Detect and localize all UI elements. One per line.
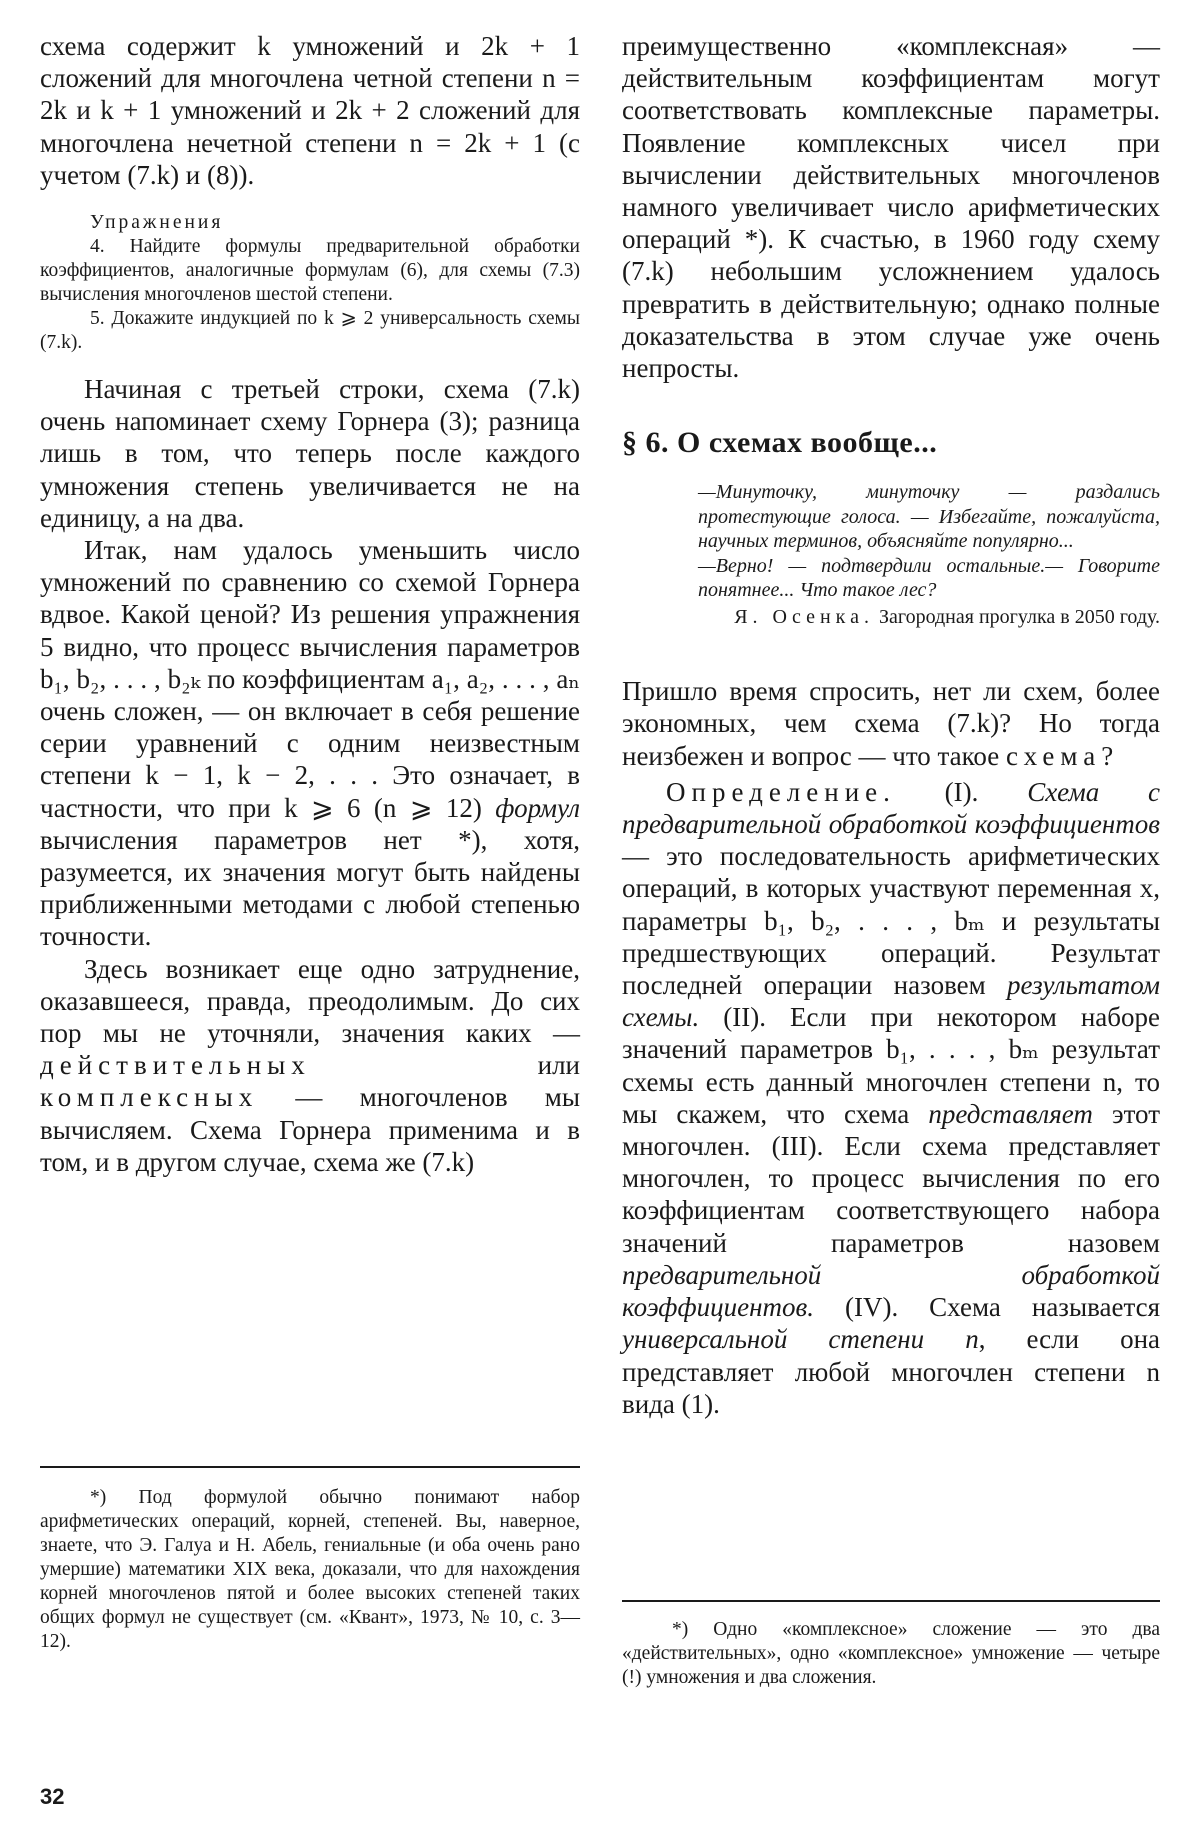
footnote-text: *) Под формулой обычно понимают набор арифметических операций, корней, степеней. Вы, наверное, знаете, что Э. Галуа и Н. Абель, гениальные (и оба очень рано умершие) математики XIX века, доказали, что для нахождения корней многочленов пятой и более высоких степеней таких общих формул не существует (см. «Квант», 1973, № 10, с. 3—12). xyxy=(40,1487,580,1652)
exercises-heading: Упражнения xyxy=(90,212,224,234)
paragraph: Здесь возникает еще одно затруднение, оказавшееся, правда, преодолимым. До сих пор мы не уточняли, значения каких — действительных или комплексных — многочленов мы вычисляем. Схема Горнера применима и в том, и в другом случае, схема же (7.k) xyxy=(40,953,580,1177)
footnote-rule xyxy=(40,1466,580,1468)
exercise-5: 5. Докажите индукцией по k ⩾ 2 универсальность схемы (7.k). xyxy=(40,308,580,354)
footnote-rule xyxy=(622,1600,1160,1602)
epigraph xyxy=(698,480,1160,629)
epigraph-line: —Верно! — подтвердили остальные.— Говорите понятнее... Что такое лес? xyxy=(698,554,1160,602)
section-title: § 6. О схемах вообще... xyxy=(622,426,938,460)
epigraph-line: —Минуточку, минуточку — раздались протестующие голоса. — Избегайте, пожалуйста, научных терминов, объясняйте популярно... xyxy=(698,481,1160,553)
footnote-left xyxy=(40,1466,580,1674)
footnote-text: *) Одно «комплексное» сложение — это два «действительных», одно «комплексное» умножение — четыре (!) умножения и два сложения. xyxy=(622,1619,1160,1688)
paragraph: Начиная с третьей строки, схема (7.k) очень напоминает схему Горнера (3); разница лишь в том, что теперь после каждого умножения степень увеличивается не на единицу, а на два. xyxy=(40,374,580,533)
paragraph: Итак, нам удалось уменьшить число умножений по сравнению со схемой Горнера вдвое. Какой ценой? Из решения упражнения 5 видно, что процесс вычисления параметров b₁, b₂, . . . , b₂ₖ по коэффициентам a₁, a₂, . . . , aₙ очень сложен, — он включает в себя решение серии уравнений с одним неизвестным степени k − 1, k − 2, . . . Это означает, в частности, что при k ⩾ 6 (n ⩾ 12) формул вычисления параметров нет *), хотя, разумеется, их значения могут быть найдены приближенными методами с любой степенью точности. xyxy=(40,535,580,952)
epigraph-title: Загородная прогулка в 2050 году. xyxy=(878,605,1160,628)
page-number: 32 xyxy=(40,1784,65,1809)
paragraph: схема содержит k умножений и 2k + 1 сложений для многочлена четной степени n = 2k и k + 1 умножений и 2k + 2 сложений для многочлена нечетной степени n = 2k + 1 (с учетом (7.k) и (8)). xyxy=(40,31,580,190)
right-column xyxy=(622,30,1160,1420)
epigraph-author: Я. Осенка. xyxy=(734,605,874,628)
exercise-4: 4. Найдите формулы предварительной обработки коэффициентов, аналогичные формулам (6), для схемы (7.3) вычисления многочленов шестой степени. xyxy=(40,236,580,306)
epigraph-source xyxy=(698,605,1160,630)
paragraph: Пришло время спросить, нет ли схем, более экономных, чем схема (7.k)? Но тогда неизбежен и вопрос — что такое схема? xyxy=(622,676,1160,771)
footnote-right xyxy=(622,1600,1160,1710)
left-column xyxy=(40,30,580,1178)
paragraph: преимущественно «комплексная» — действительным коэффициентам могут соответствовать комплексные параметры. Появление комплексных чисел при вычислении действительных многочленов намного увеличивает число арифметических операций *). К счастью, в 1960 году схему (7.k) небольшим усложнением удалось превратить в действительную; однако полные доказательства в этом случае уже очень непросты. xyxy=(622,31,1160,384)
definition-paragraph: Определение. (I). Схема с предварительной обработкой коэффициентов — это последовательность арифметических операций, в которых участвуют переменная x, параметры b₁, b₂, . . . , bₘ и результаты предшествующих операций. Результат последней операции назовем результатом схемы. (II). Если при некотором наборе значений параметров b₁, . . . , bₘ результат схемы есть данный многочлен степени n, то мы скажем, что схема представляет этот многочлен. (III). Если схема представляет многочлен, то процесс вычисления по его коэффициентам соответствующего набора значений параметров назовем предварительной обработкой коэффициентов. (IV). Схема называется универсальной степени n, если она представляет любой многочлен степени n вида (1). xyxy=(622,776,1161,1419)
